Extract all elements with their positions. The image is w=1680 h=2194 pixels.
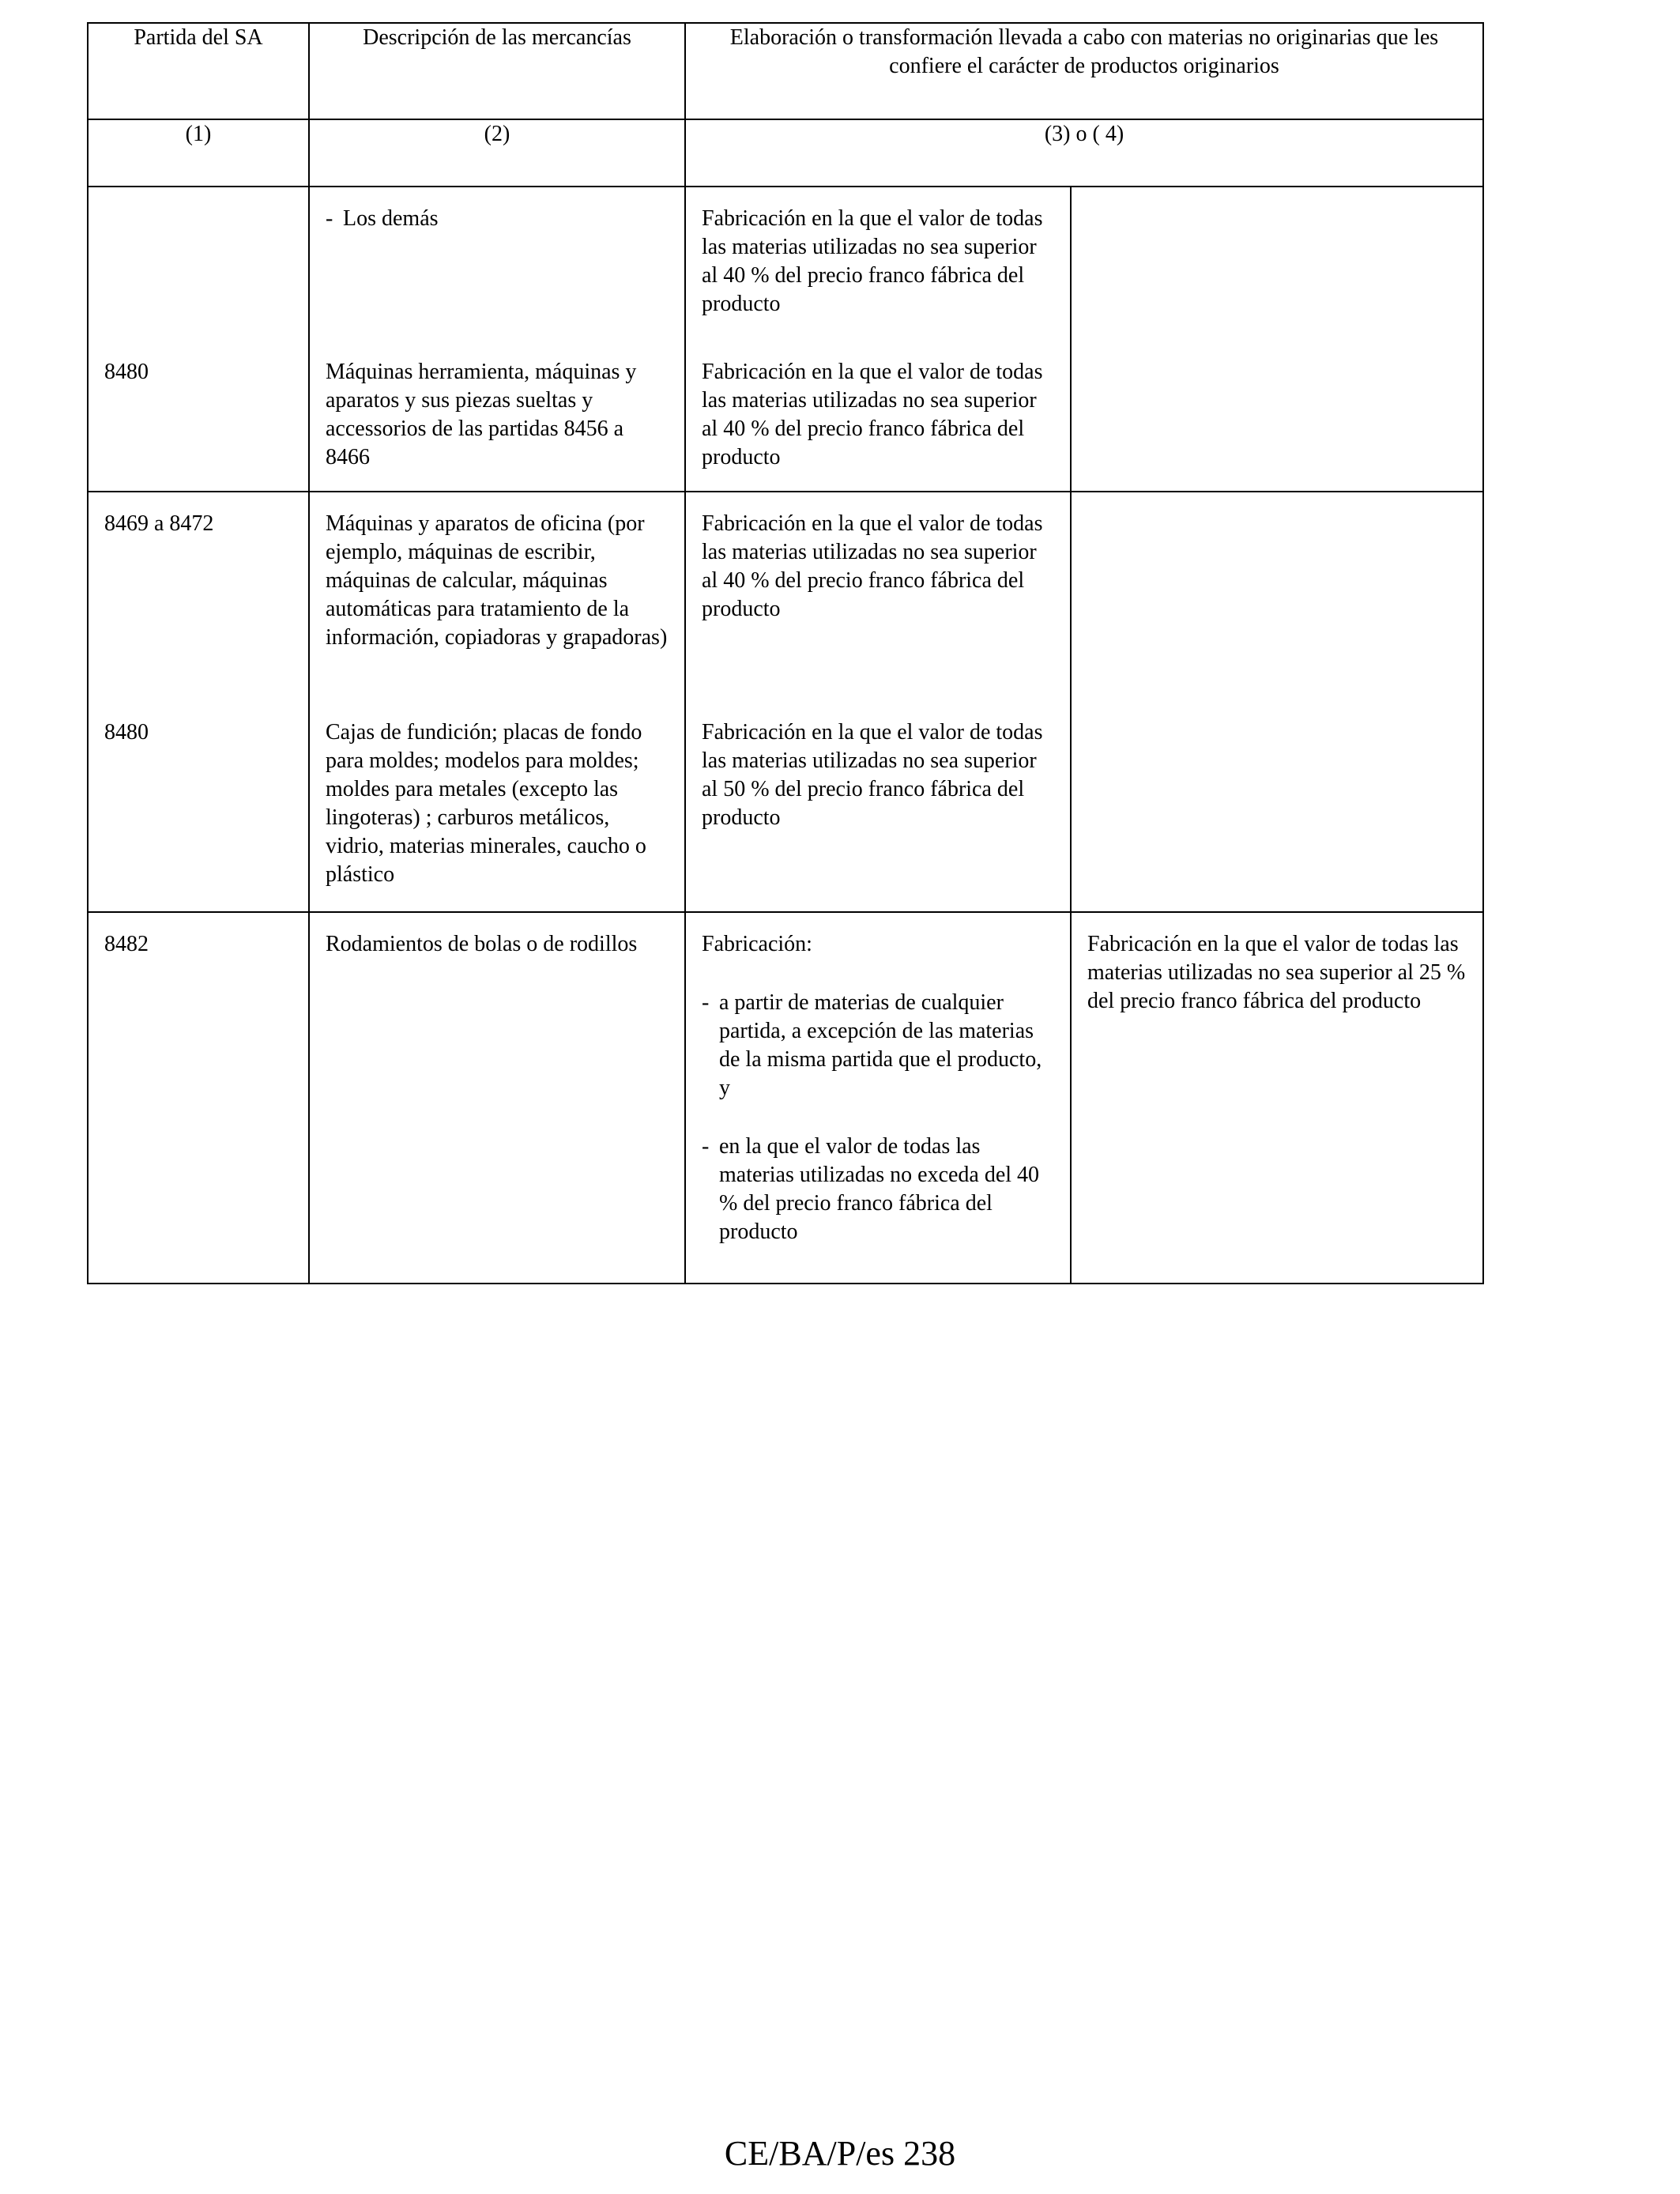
partida-code: 8482: [104, 932, 149, 956]
partida-cell: [88, 187, 309, 492]
rule-intro: Fabricación:: [702, 932, 812, 956]
partida-code: 8480: [104, 360, 149, 384]
header-row: [88, 23, 1483, 119]
partida-cell: [88, 492, 309, 912]
description-cell: [309, 187, 685, 492]
partida-code: 8469 a 8472: [104, 511, 214, 536]
rule-text: Fabricación en la que el valor de todas las materias utilizadas no sea superior al 40 % del precio franco fábrica del producto: [702, 511, 1043, 621]
rule-col3-cell: [685, 492, 1071, 912]
rule-col3-cell: [685, 912, 1071, 1284]
description-cell: [309, 492, 685, 912]
header-elaboracion: Elaboración o transformación llevada a cabo con materias no originarias que les confiere el carácter de productos originarios: [685, 23, 1483, 119]
description-text: Rodamientos de bolas o de rodillos: [326, 932, 638, 956]
description-text: Máquinas herramienta, máquinas y aparatos y sus piezas sueltas y accessorios de las partidas 8456 a 8466: [326, 360, 637, 469]
column-number-1: (1): [88, 119, 309, 187]
header-partida: Partida del SA: [88, 23, 309, 119]
dash-marker: -: [702, 990, 710, 1015]
page-footer: [0, 2134, 1680, 2173]
table-row: [88, 187, 1483, 492]
rule-text: Fabricación en la que el valor de todas las materias utilizadas no sea superior al 50 % del precio franco fábrica del producto: [702, 720, 1043, 830]
table-row: [88, 492, 1483, 912]
header-descripcion: Descripción de las mercancías: [309, 23, 685, 119]
rule-text: Fabricación en la que el valor de todas las materias utilizadas no sea superior al 40 % del precio franco fábrica del producto: [702, 360, 1043, 469]
rule-list-item: [702, 1133, 1054, 1246]
description-text: Los demás: [343, 206, 439, 231]
rule-list-item: [702, 989, 1054, 1103]
rule-text: Fabricación en la que el valor de todas las materias utilizadas no sea superior al 25 % del precio franco fábrica del producto: [1087, 932, 1466, 1013]
page-reference: CE/BA/P/es 238: [724, 2134, 956, 2173]
description-text: Máquinas y aparatos de oficina (por ejemplo, máquinas de escribir, máquinas de calcular, máquinas automáticas para tratamiento de la información, copiadoras y grapadoras): [326, 511, 668, 650]
partida-code: 8480: [104, 720, 149, 745]
column-number-2: (2): [309, 119, 685, 187]
rule-col3-cell: [685, 187, 1071, 492]
description-cell: [309, 912, 685, 1284]
column-number-3-4: (3) o ( 4): [685, 119, 1483, 187]
rule-col4-cell: [1071, 912, 1483, 1284]
column-number-row: [88, 119, 1483, 187]
partida-cell: [88, 912, 309, 1284]
rule-col4-cell: [1071, 492, 1483, 912]
dash-marker: -: [326, 206, 333, 231]
rules-table: [87, 22, 1484, 1284]
rule-list-text: en la que el valor de todas las materias utilizadas no exceda del 40 % del precio franco fábrica del producto: [719, 1134, 1040, 1244]
description-list-item: [326, 205, 669, 358]
rule-col4-cell: [1071, 187, 1483, 492]
dash-marker: -: [702, 1134, 710, 1159]
rule-list-text: a partir de materias de cualquier partida, a excepción de las materias de la misma partida que el producto, y: [719, 990, 1042, 1100]
rule-text: Fabricación en la que el valor de todas las materias utilizadas no sea superior al 40 % del precio franco fábrica del producto: [702, 206, 1043, 316]
table-row: [88, 912, 1483, 1284]
description-text: Cajas de fundición; placas de fondo para moldes; modelos para moldes; moldes para metales (excepto las lingoteras) ; carburos metálicos, vidrio, materias minerales, caucho o plástico: [326, 720, 646, 887]
